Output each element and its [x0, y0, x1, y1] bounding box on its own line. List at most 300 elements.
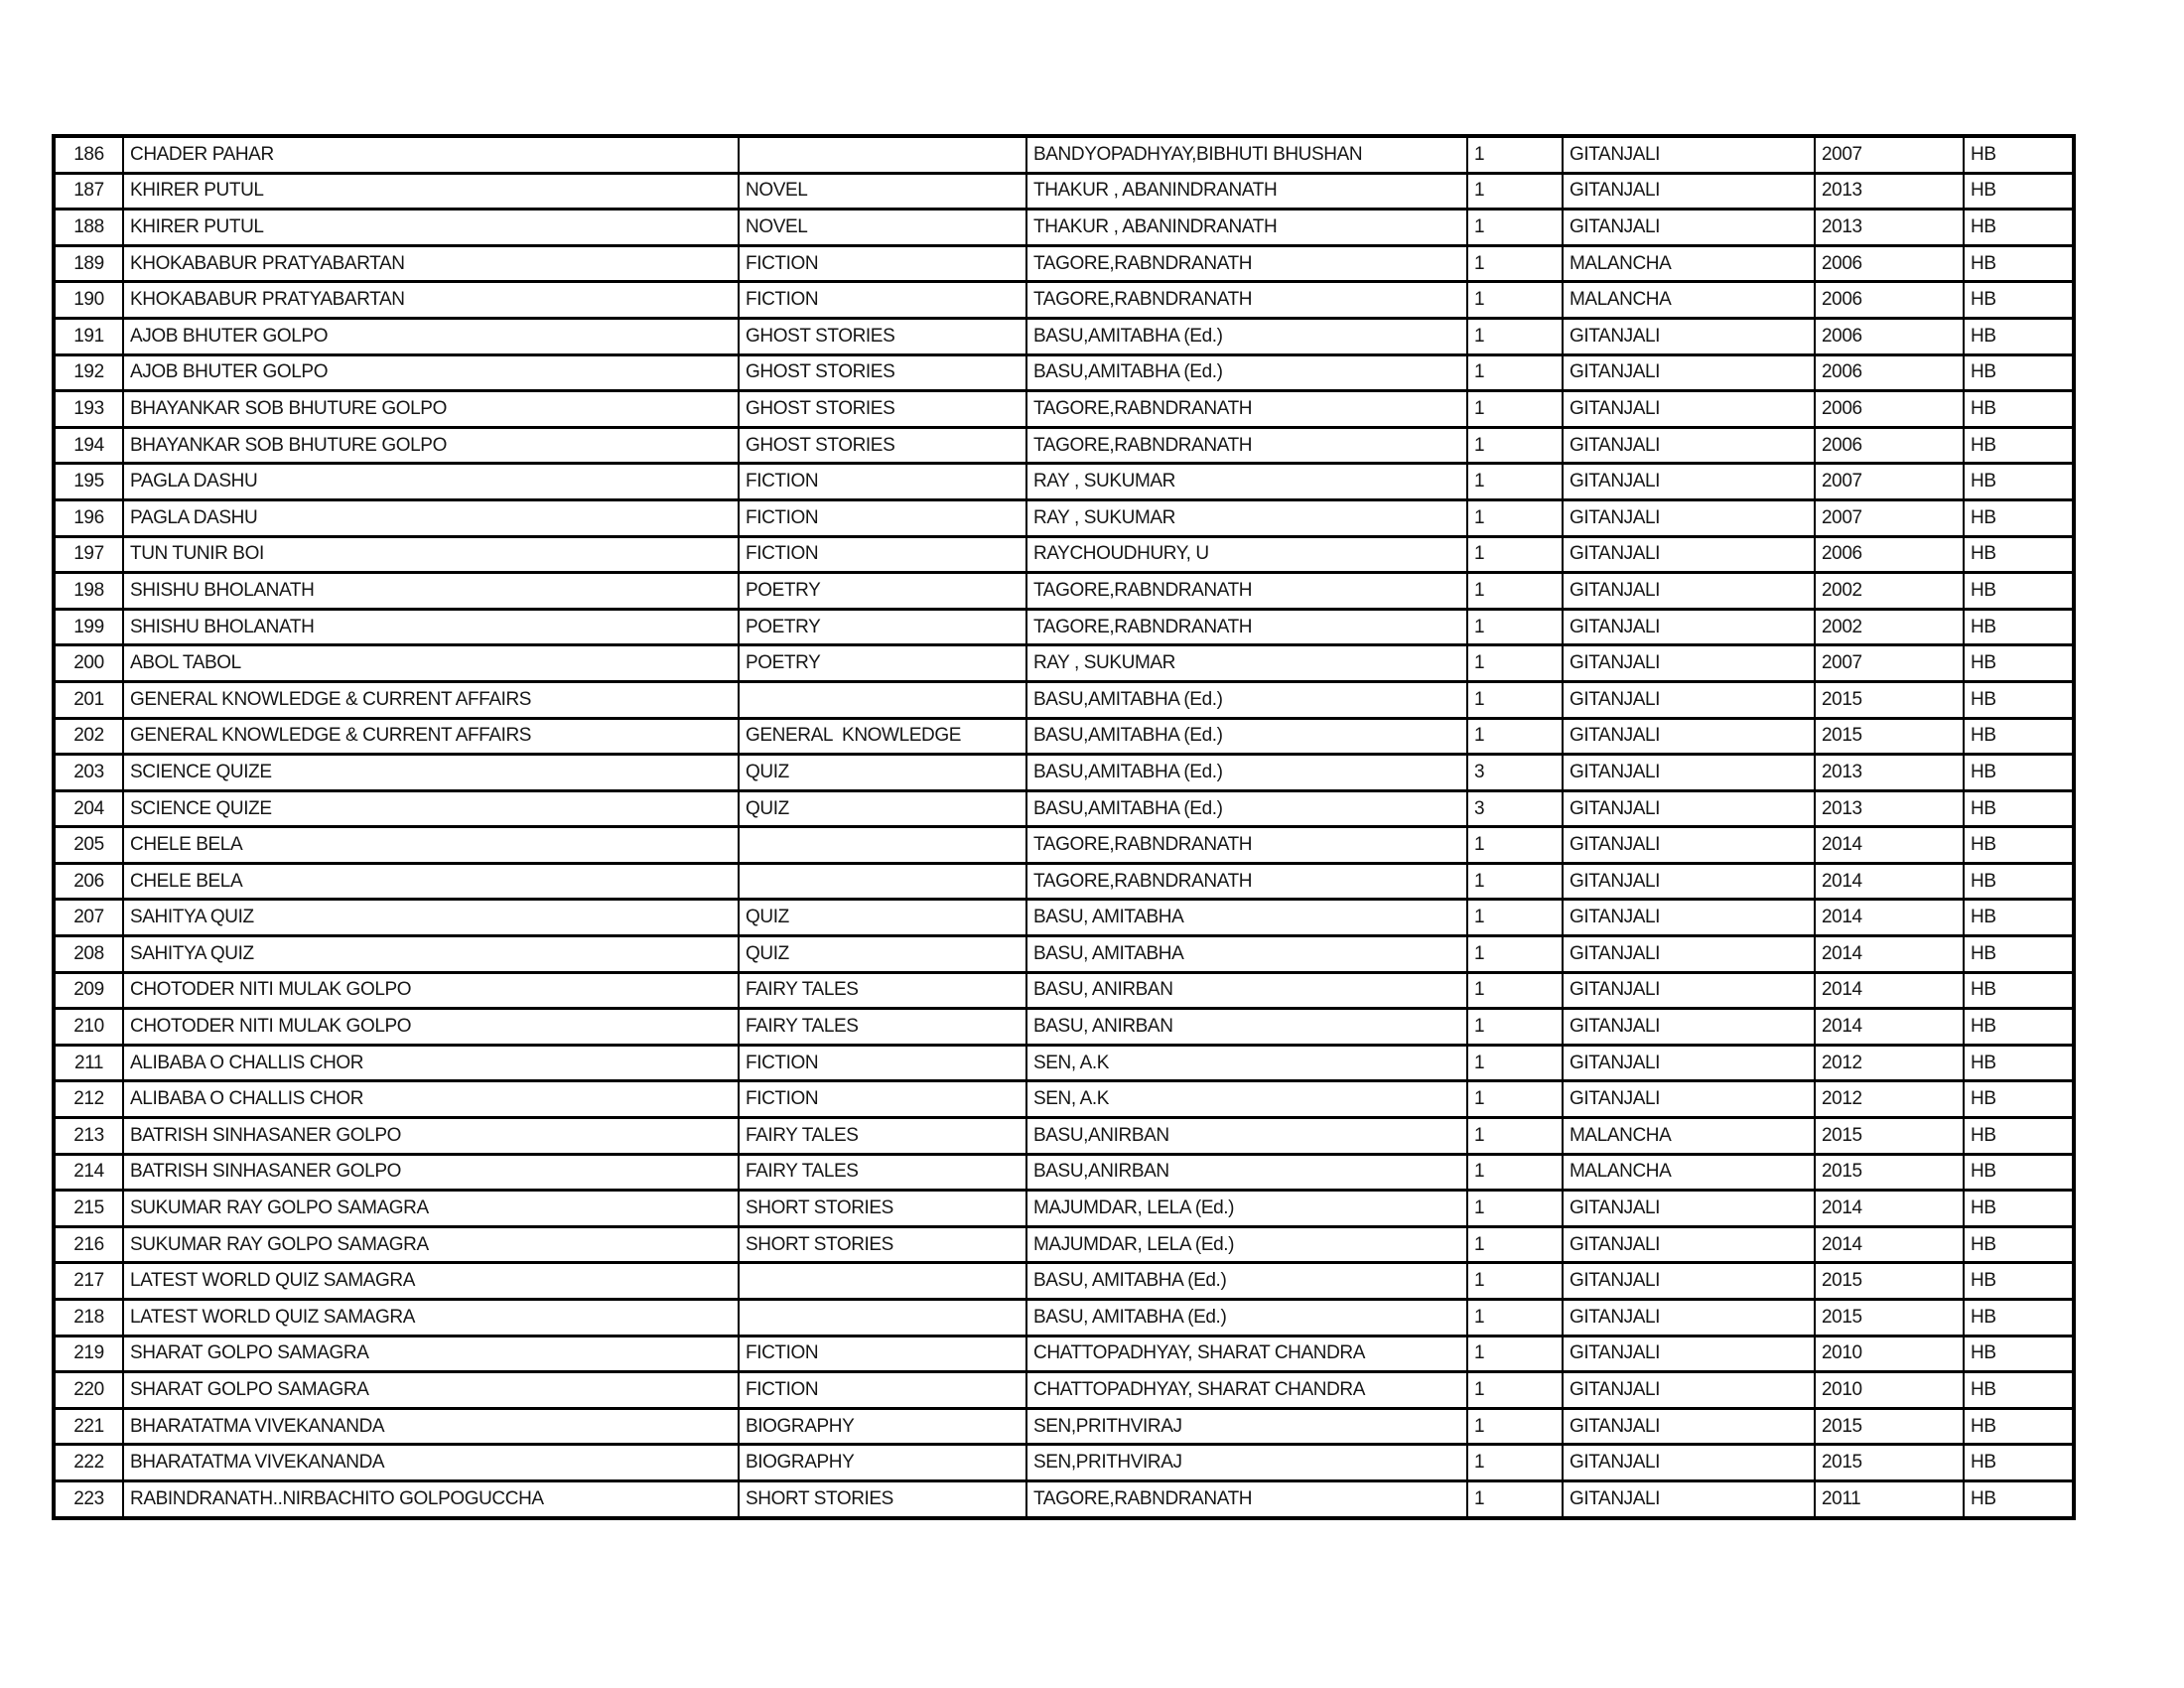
cell-serial: 216 — [54, 1226, 123, 1263]
table-row — [54, 1154, 2074, 1191]
cell-copies: 1 — [1467, 936, 1563, 973]
cell-publisher: MALANCHA — [1563, 245, 1815, 282]
cell-copies: 1 — [1467, 354, 1563, 391]
cell-year: 2006 — [1815, 427, 1964, 464]
cell-year: 2006 — [1815, 391, 1964, 428]
cell-serial: 221 — [54, 1408, 123, 1445]
cell-binding: HB — [1964, 863, 2074, 900]
cell-author: SEN,PRITHVIRAJ — [1026, 1408, 1467, 1445]
cell-genre: QUIZ — [739, 790, 1026, 827]
cell-title: KHIRER PUTUL — [123, 173, 739, 210]
cell-serial: 195 — [54, 464, 123, 500]
cell-publisher: GITANJALI — [1563, 1191, 1815, 1227]
cell-binding: HB — [1964, 210, 2074, 246]
table-row — [54, 464, 2074, 500]
cell-copies: 1 — [1467, 245, 1563, 282]
cell-copies: 1 — [1467, 210, 1563, 246]
cell-author: SEN, A.K — [1026, 1081, 1467, 1118]
cell-genre: GENERAL KNOWLEDGE — [739, 718, 1026, 755]
cell-year: 2015 — [1815, 718, 1964, 755]
cell-author: RAY , SUKUMAR — [1026, 645, 1467, 682]
cell-binding: HB — [1964, 427, 2074, 464]
cell-serial: 194 — [54, 427, 123, 464]
cell-binding: HB — [1964, 391, 2074, 428]
cell-serial: 199 — [54, 609, 123, 645]
cell-copies: 1 — [1467, 681, 1563, 718]
cell-title: BATRISH SINHASANER GOLPO — [123, 1154, 739, 1191]
table-row — [54, 391, 2074, 428]
cell-copies: 1 — [1467, 827, 1563, 864]
cell-publisher: GITANJALI — [1563, 645, 1815, 682]
cell-title: BATRISH SINHASANER GOLPO — [123, 1118, 739, 1155]
cell-serial: 223 — [54, 1480, 123, 1517]
cell-author: CHATTOPADHYAY, SHARAT CHANDRA — [1026, 1336, 1467, 1372]
cell-author: BANDYOPADHYAY,BIBHUTI BHUSHAN — [1026, 136, 1467, 173]
table-row — [54, 1480, 2074, 1517]
cell-title: PAGLA DASHU — [123, 499, 739, 536]
cell-copies: 1 — [1467, 1480, 1563, 1517]
cell-serial: 186 — [54, 136, 123, 173]
cell-genre: NOVEL — [739, 210, 1026, 246]
table-row — [54, 1081, 2074, 1118]
cell-genre: POETRY — [739, 573, 1026, 610]
cell-serial: 212 — [54, 1081, 123, 1118]
cell-year: 2015 — [1815, 1263, 1964, 1300]
cell-title: AJOB BHUTER GOLPO — [123, 354, 739, 391]
cell-title: SCIENCE QUIZE — [123, 790, 739, 827]
cell-binding: HB — [1964, 1480, 2074, 1517]
cell-genre: GHOST STORIES — [739, 391, 1026, 428]
cell-binding: HB — [1964, 1118, 2074, 1155]
cell-binding: HB — [1964, 755, 2074, 791]
cell-copies: 1 — [1467, 1045, 1563, 1081]
cell-binding: HB — [1964, 1191, 2074, 1227]
cell-genre — [739, 1263, 1026, 1300]
cell-serial: 198 — [54, 573, 123, 610]
cell-genre: FAIRY TALES — [739, 972, 1026, 1009]
cell-year: 2007 — [1815, 499, 1964, 536]
cell-publisher: GITANJALI — [1563, 1480, 1815, 1517]
cell-copies: 1 — [1467, 1009, 1563, 1046]
table-row — [54, 173, 2074, 210]
cell-serial: 218 — [54, 1300, 123, 1336]
table-row — [54, 1045, 2074, 1081]
cell-publisher: GITANJALI — [1563, 427, 1815, 464]
cell-year: 2006 — [1815, 245, 1964, 282]
cell-year: 2014 — [1815, 972, 1964, 1009]
cell-title: LATEST WORLD QUIZ SAMAGRA — [123, 1263, 739, 1300]
cell-author: BASU,AMITABHA (Ed.) — [1026, 790, 1467, 827]
cell-title: SCIENCE QUIZE — [123, 755, 739, 791]
cell-publisher: GITANJALI — [1563, 1226, 1815, 1263]
cell-year: 2015 — [1815, 1154, 1964, 1191]
cell-serial: 220 — [54, 1372, 123, 1409]
table-row — [54, 609, 2074, 645]
cell-genre: GHOST STORIES — [739, 318, 1026, 354]
cell-copies: 1 — [1467, 1408, 1563, 1445]
cell-author: BASU, AMITABHA — [1026, 936, 1467, 973]
cell-copies: 1 — [1467, 536, 1563, 573]
cell-copies: 1 — [1467, 1081, 1563, 1118]
cell-author: BASU, AMITABHA — [1026, 900, 1467, 936]
cell-genre: SHORT STORIES — [739, 1226, 1026, 1263]
cell-genre — [739, 827, 1026, 864]
cell-year: 2014 — [1815, 827, 1964, 864]
cell-copies: 1 — [1467, 718, 1563, 755]
cell-author: RAY , SUKUMAR — [1026, 499, 1467, 536]
book-catalog-table — [52, 134, 2076, 1520]
cell-genre: NOVEL — [739, 173, 1026, 210]
cell-genre: FICTION — [739, 499, 1026, 536]
cell-serial: 222 — [54, 1445, 123, 1481]
cell-copies: 1 — [1467, 609, 1563, 645]
cell-publisher: GITANJALI — [1563, 755, 1815, 791]
cell-author: TAGORE,RABNDRANATH — [1026, 245, 1467, 282]
table-row — [54, 210, 2074, 246]
table-row — [54, 1226, 2074, 1263]
cell-author: SEN,PRITHVIRAJ — [1026, 1445, 1467, 1481]
cell-title: CHELE BELA — [123, 863, 739, 900]
table-row — [54, 1372, 2074, 1409]
cell-publisher: GITANJALI — [1563, 1372, 1815, 1409]
cell-title: CHADER PAHAR — [123, 136, 739, 173]
cell-publisher: MALANCHA — [1563, 1154, 1815, 1191]
cell-binding: HB — [1964, 282, 2074, 319]
cell-year: 2007 — [1815, 136, 1964, 173]
cell-title: KHIRER PUTUL — [123, 210, 739, 246]
cell-binding: HB — [1964, 1336, 2074, 1372]
cell-genre: FICTION — [739, 1081, 1026, 1118]
cell-serial: 201 — [54, 681, 123, 718]
cell-binding: HB — [1964, 1154, 2074, 1191]
cell-publisher: GITANJALI — [1563, 681, 1815, 718]
cell-genre: BIOGRAPHY — [739, 1408, 1026, 1445]
table-row — [54, 245, 2074, 282]
cell-publisher: GITANJALI — [1563, 827, 1815, 864]
cell-title: KHOKABABUR PRATYABARTAN — [123, 245, 739, 282]
cell-author: BASU,AMITABHA (Ed.) — [1026, 681, 1467, 718]
cell-genre — [739, 1300, 1026, 1336]
cell-genre: FICTION — [739, 536, 1026, 573]
cell-copies: 1 — [1467, 1118, 1563, 1155]
table-row — [54, 499, 2074, 536]
cell-binding: HB — [1964, 173, 2074, 210]
cell-author: BASU, ANIRBAN — [1026, 972, 1467, 1009]
table-row — [54, 1191, 2074, 1227]
cell-author: MAJUMDAR, LELA (Ed.) — [1026, 1191, 1467, 1227]
cell-publisher: GITANJALI — [1563, 1300, 1815, 1336]
cell-title: SAHITYA QUIZ — [123, 900, 739, 936]
cell-author: TAGORE,RABNDRANATH — [1026, 391, 1467, 428]
cell-publisher: GITANJALI — [1563, 863, 1815, 900]
cell-title: BHARATATMA VIVEKANANDA — [123, 1445, 739, 1481]
cell-copies: 1 — [1467, 464, 1563, 500]
cell-publisher: MALANCHA — [1563, 282, 1815, 319]
cell-publisher: GITANJALI — [1563, 173, 1815, 210]
cell-author: TAGORE,RABNDRANATH — [1026, 427, 1467, 464]
cell-serial: 190 — [54, 282, 123, 319]
table-row — [54, 573, 2074, 610]
cell-copies: 1 — [1467, 1300, 1563, 1336]
cell-author: TAGORE,RABNDRANATH — [1026, 863, 1467, 900]
cell-genre: FICTION — [739, 464, 1026, 500]
cell-author: TAGORE,RABNDRANATH — [1026, 573, 1467, 610]
cell-binding: HB — [1964, 1372, 2074, 1409]
cell-publisher: GITANJALI — [1563, 573, 1815, 610]
cell-author: TAGORE,RABNDRANATH — [1026, 827, 1467, 864]
table-row — [54, 755, 2074, 791]
cell-title: SHARAT GOLPO SAMAGRA — [123, 1336, 739, 1372]
table-row — [54, 645, 2074, 682]
cell-publisher: GITANJALI — [1563, 790, 1815, 827]
cell-genre: FAIRY TALES — [739, 1009, 1026, 1046]
cell-year: 2013 — [1815, 790, 1964, 827]
table-row — [54, 427, 2074, 464]
cell-serial: 214 — [54, 1154, 123, 1191]
cell-publisher: MALANCHA — [1563, 1118, 1815, 1155]
cell-serial: 204 — [54, 790, 123, 827]
cell-genre: FICTION — [739, 245, 1026, 282]
cell-author: BASU, AMITABHA (Ed.) — [1026, 1263, 1467, 1300]
cell-title: SUKUMAR RAY GOLPO SAMAGRA — [123, 1226, 739, 1263]
cell-serial: 200 — [54, 645, 123, 682]
table-row — [54, 681, 2074, 718]
cell-serial: 213 — [54, 1118, 123, 1155]
cell-publisher: GITANJALI — [1563, 1445, 1815, 1481]
table-row — [54, 536, 2074, 573]
table-row — [54, 863, 2074, 900]
cell-publisher: GITANJALI — [1563, 1408, 1815, 1445]
cell-copies: 1 — [1467, 499, 1563, 536]
cell-year: 2007 — [1815, 464, 1964, 500]
cell-serial: 191 — [54, 318, 123, 354]
table-row — [54, 718, 2074, 755]
table-row — [54, 282, 2074, 319]
cell-year: 2006 — [1815, 282, 1964, 319]
cell-binding: HB — [1964, 1300, 2074, 1336]
cell-year: 2015 — [1815, 1445, 1964, 1481]
cell-year: 2014 — [1815, 863, 1964, 900]
cell-title: CHOTODER NITI MULAK GOLPO — [123, 972, 739, 1009]
cell-publisher: GITANJALI — [1563, 1081, 1815, 1118]
cell-genre: GHOST STORIES — [739, 427, 1026, 464]
cell-copies: 1 — [1467, 318, 1563, 354]
cell-binding: HB — [1964, 573, 2074, 610]
cell-author: TAGORE,RABNDRANATH — [1026, 282, 1467, 319]
table-row — [54, 354, 2074, 391]
cell-author: BASU, ANIRBAN — [1026, 1009, 1467, 1046]
cell-binding: HB — [1964, 1045, 2074, 1081]
cell-genre: POETRY — [739, 609, 1026, 645]
cell-copies: 1 — [1467, 573, 1563, 610]
cell-title: ALIBABA O CHALLIS CHOR — [123, 1045, 739, 1081]
table-row — [54, 900, 2074, 936]
cell-publisher: GITANJALI — [1563, 318, 1815, 354]
cell-author: BASU,ANIRBAN — [1026, 1154, 1467, 1191]
cell-binding: HB — [1964, 936, 2074, 973]
cell-serial: 208 — [54, 936, 123, 973]
cell-year: 2002 — [1815, 609, 1964, 645]
cell-genre: QUIZ — [739, 936, 1026, 973]
cell-binding: HB — [1964, 464, 2074, 500]
cell-year: 2014 — [1815, 936, 1964, 973]
cell-copies: 1 — [1467, 645, 1563, 682]
cell-title: KHOKABABUR PRATYABARTAN — [123, 282, 739, 319]
cell-title: PAGLA DASHU — [123, 464, 739, 500]
table-row — [54, 1336, 2074, 1372]
cell-title: SHISHU BHOLANATH — [123, 609, 739, 645]
cell-copies: 1 — [1467, 972, 1563, 1009]
cell-binding: HB — [1964, 318, 2074, 354]
cell-genre: FICTION — [739, 1336, 1026, 1372]
table-row — [54, 790, 2074, 827]
cell-binding: HB — [1964, 827, 2074, 864]
cell-author: BASU, AMITABHA (Ed.) — [1026, 1300, 1467, 1336]
cell-serial: 192 — [54, 354, 123, 391]
cell-binding: HB — [1964, 536, 2074, 573]
cell-copies: 1 — [1467, 1336, 1563, 1372]
cell-publisher: GITANJALI — [1563, 609, 1815, 645]
cell-serial: 206 — [54, 863, 123, 900]
cell-serial: 189 — [54, 245, 123, 282]
cell-genre: SHORT STORIES — [739, 1480, 1026, 1517]
cell-binding: HB — [1964, 1263, 2074, 1300]
cell-genre — [739, 136, 1026, 173]
table-row — [54, 1408, 2074, 1445]
cell-binding: HB — [1964, 718, 2074, 755]
cell-publisher: GITANJALI — [1563, 1009, 1815, 1046]
cell-copies: 1 — [1467, 1226, 1563, 1263]
cell-genre: SHORT STORIES — [739, 1191, 1026, 1227]
cell-genre: QUIZ — [739, 900, 1026, 936]
cell-year: 2015 — [1815, 1118, 1964, 1155]
cell-genre: FAIRY TALES — [739, 1154, 1026, 1191]
cell-serial: 207 — [54, 900, 123, 936]
cell-publisher: GITANJALI — [1563, 900, 1815, 936]
cell-genre: FICTION — [739, 1372, 1026, 1409]
cell-year: 2015 — [1815, 681, 1964, 718]
cell-publisher: GITANJALI — [1563, 499, 1815, 536]
cell-author: BASU,AMITABHA (Ed.) — [1026, 718, 1467, 755]
cell-author: BASU,ANIRBAN — [1026, 1118, 1467, 1155]
cell-title: ABOL TABOL — [123, 645, 739, 682]
cell-title: RABINDRANATH..NIRBACHITO GOLPOGUCCHA — [123, 1480, 739, 1517]
cell-title: LATEST WORLD QUIZ SAMAGRA — [123, 1300, 739, 1336]
cell-copies: 1 — [1467, 1445, 1563, 1481]
cell-serial: 202 — [54, 718, 123, 755]
cell-binding: HB — [1964, 681, 2074, 718]
cell-binding: HB — [1964, 1408, 2074, 1445]
cell-year: 2006 — [1815, 354, 1964, 391]
cell-serial: 197 — [54, 536, 123, 573]
cell-serial: 209 — [54, 972, 123, 1009]
cell-genre: POETRY — [739, 645, 1026, 682]
cell-serial: 193 — [54, 391, 123, 428]
cell-title: CHELE BELA — [123, 827, 739, 864]
cell-year: 2006 — [1815, 536, 1964, 573]
cell-author: TAGORE,RABNDRANATH — [1026, 1480, 1467, 1517]
cell-genre: FAIRY TALES — [739, 1118, 1026, 1155]
cell-copies: 1 — [1467, 282, 1563, 319]
cell-genre — [739, 681, 1026, 718]
cell-author: SEN, A.K — [1026, 1045, 1467, 1081]
cell-year: 2002 — [1815, 573, 1964, 610]
cell-copies: 1 — [1467, 863, 1563, 900]
cell-binding: HB — [1964, 1009, 2074, 1046]
cell-author: CHATTOPADHYAY, SHARAT CHANDRA — [1026, 1372, 1467, 1409]
cell-copies: 1 — [1467, 136, 1563, 173]
cell-publisher: GITANJALI — [1563, 972, 1815, 1009]
cell-genre: BIOGRAPHY — [739, 1445, 1026, 1481]
cell-serial: 217 — [54, 1263, 123, 1300]
cell-year: 2006 — [1815, 318, 1964, 354]
cell-serial: 215 — [54, 1191, 123, 1227]
cell-genre: FICTION — [739, 1045, 1026, 1081]
cell-year: 2012 — [1815, 1045, 1964, 1081]
cell-publisher: GITANJALI — [1563, 536, 1815, 573]
cell-title: GENERAL KNOWLEDGE & CURRENT AFFAIRS — [123, 718, 739, 755]
cell-year: 2015 — [1815, 1408, 1964, 1445]
cell-publisher: GITANJALI — [1563, 1263, 1815, 1300]
cell-title: SUKUMAR RAY GOLPO SAMAGRA — [123, 1191, 739, 1227]
table-row — [54, 318, 2074, 354]
cell-title: BHARATATMA VIVEKANANDA — [123, 1408, 739, 1445]
cell-serial: 205 — [54, 827, 123, 864]
cell-binding: HB — [1964, 1081, 2074, 1118]
cell-title: SHISHU BHOLANATH — [123, 573, 739, 610]
cell-title: GENERAL KNOWLEDGE & CURRENT AFFAIRS — [123, 681, 739, 718]
cell-serial: 210 — [54, 1009, 123, 1046]
cell-copies: 1 — [1467, 900, 1563, 936]
cell-serial: 219 — [54, 1336, 123, 1372]
cell-author: BASU,AMITABHA (Ed.) — [1026, 354, 1467, 391]
cell-title: BHAYANKAR SOB BHUTURE GOLPO — [123, 427, 739, 464]
cell-genre: FICTION — [739, 282, 1026, 319]
cell-author: BASU,AMITABHA (Ed.) — [1026, 755, 1467, 791]
cell-serial: 211 — [54, 1045, 123, 1081]
cell-publisher: GITANJALI — [1563, 391, 1815, 428]
cell-author: BASU,AMITABHA (Ed.) — [1026, 318, 1467, 354]
cell-serial: 187 — [54, 173, 123, 210]
cell-author: THAKUR , ABANINDRANATH — [1026, 210, 1467, 246]
cell-title: AJOB BHUTER GOLPO — [123, 318, 739, 354]
cell-year: 2014 — [1815, 1009, 1964, 1046]
cell-binding: HB — [1964, 609, 2074, 645]
cell-year: 2013 — [1815, 210, 1964, 246]
cell-author: THAKUR , ABANINDRANATH — [1026, 173, 1467, 210]
cell-title: TUN TUNIR BOI — [123, 536, 739, 573]
cell-binding: HB — [1964, 972, 2074, 1009]
cell-binding: HB — [1964, 900, 2074, 936]
cell-serial: 203 — [54, 755, 123, 791]
cell-title: BHAYANKAR SOB BHUTURE GOLPO — [123, 391, 739, 428]
cell-author: MAJUMDAR, LELA (Ed.) — [1026, 1226, 1467, 1263]
cell-year: 2015 — [1815, 1300, 1964, 1336]
cell-copies: 1 — [1467, 1154, 1563, 1191]
cell-publisher: GITANJALI — [1563, 718, 1815, 755]
cell-serial: 196 — [54, 499, 123, 536]
table-row — [54, 1009, 2074, 1046]
catalog-table-body — [54, 136, 2074, 1518]
cell-year: 2013 — [1815, 755, 1964, 791]
cell-binding: HB — [1964, 245, 2074, 282]
table-row — [54, 936, 2074, 973]
cell-publisher: GITANJALI — [1563, 136, 1815, 173]
cell-copies: 3 — [1467, 790, 1563, 827]
cell-title: SAHITYA QUIZ — [123, 936, 739, 973]
cell-binding: HB — [1964, 1226, 2074, 1263]
cell-copies: 1 — [1467, 1191, 1563, 1227]
